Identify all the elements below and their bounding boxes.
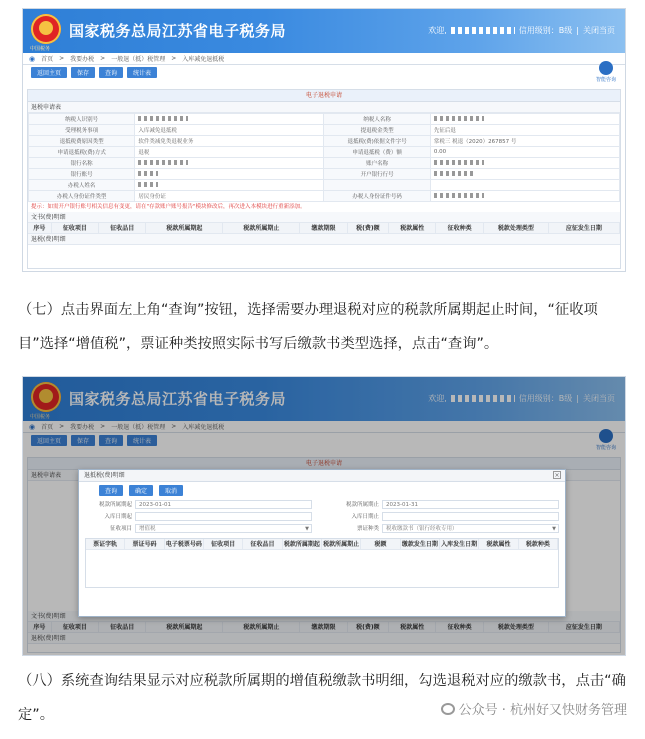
panel-title: 电子退税申请	[28, 458, 620, 470]
dialog-confirm-button[interactable]: 确定	[129, 485, 153, 496]
breadcrumb-item[interactable]: 我要办税	[70, 56, 95, 63]
result-grid-header	[86, 539, 558, 550]
section-header: 文书(费)明细	[28, 212, 620, 223]
instruction-step-8: （八）系统查询结果显示对应税款所属期的增值税缴款书明细，勾选退税对应的缴款书，点击“确定”。	[18, 673, 626, 723]
bank-account-field	[135, 169, 324, 180]
user-bar: 欢迎, 信用级别：B级 | 关闭当页	[428, 394, 615, 403]
query-form	[85, 498, 559, 534]
field-label: 账户名称	[324, 158, 430, 169]
query-button[interactable]: 查询	[99, 435, 123, 446]
field-label: 申请退抵税(费)方式	[29, 147, 135, 158]
section-header: 退税申请表	[28, 470, 620, 481]
column-header: 税款处理类型	[484, 223, 549, 233]
column-header: 税款属性	[389, 223, 436, 233]
levy-item-select[interactable]	[135, 524, 312, 533]
toolbar	[23, 65, 625, 79]
field-label: 入库日期起	[104, 514, 132, 520]
column-header: 税款所属期起	[146, 223, 223, 233]
statistics-button[interactable]: 统计表	[127, 67, 157, 78]
column-header: 征收项目	[204, 539, 243, 549]
column-header: 序号	[28, 622, 52, 632]
section-header: 退税(费)明细	[28, 633, 620, 644]
storage-date-start-input[interactable]	[135, 512, 312, 521]
column-header: 税(费)额	[348, 223, 389, 233]
column-header: 征收品目	[99, 622, 146, 632]
column-header: 税款属性	[479, 539, 518, 549]
breadcrumb-item[interactable]: 一般退（抵）税管理	[111, 56, 166, 63]
refund-amount-field[interactable]: 0.00	[430, 147, 619, 158]
close-page-link[interactable]: 关闭当页	[583, 26, 615, 35]
period-end-input[interactable]: 2023-01-31	[382, 500, 559, 509]
masked-username	[451, 27, 515, 34]
screenshot-query-dialog	[22, 376, 626, 656]
id-type-select[interactable]: 居民身份证	[135, 191, 324, 202]
column-header: 税款所属期起	[283, 539, 322, 549]
field-label: 开户银行行号	[324, 169, 430, 180]
levy-item-value: 增值税	[139, 525, 156, 532]
period-start-input[interactable]: 2023-01-01	[135, 500, 312, 509]
dialog-query-button[interactable]: 查询	[99, 485, 123, 496]
column-header: 征收种类	[436, 223, 483, 233]
column-header: 应征发生日期	[549, 622, 620, 632]
site-title: 国家税务总局江苏省电子税务局	[69, 390, 287, 408]
welcome-text: 欢迎,	[428, 394, 447, 403]
breadcrumb-item[interactable]: 首页	[41, 424, 54, 431]
section-header: 退税申请表	[28, 102, 620, 113]
dialog-toolbar	[79, 482, 565, 498]
column-header: 征收品目	[99, 223, 146, 233]
column-header: 入库发生日期	[440, 539, 479, 549]
column-header: 电子税票号码	[165, 539, 204, 549]
dialog-title	[79, 470, 565, 482]
column-header: 税款属性	[389, 622, 436, 632]
field-label: 退抵税(费)依据文件字号	[324, 136, 430, 147]
column-header: 缴款期限	[300, 223, 347, 233]
back-home-button[interactable]: 返回主页	[31, 67, 67, 78]
result-grid	[85, 538, 559, 588]
dialog-title-text: 退抵税(费)明细	[84, 472, 125, 479]
field-label: 退抵税费原因类型	[29, 136, 135, 147]
breadcrumb-item: 入库减免退抵税	[182, 56, 225, 63]
chevron-down-icon: ▼	[305, 525, 309, 532]
field-label: 提退税金类型	[324, 125, 430, 136]
column-header: 序号	[28, 223, 52, 233]
back-home-button[interactable]: 返回主页	[31, 435, 67, 446]
field-label: 纳税人识别号	[29, 114, 135, 125]
welcome-text: 欢迎,	[428, 26, 447, 35]
agent-name-field[interactable]	[135, 180, 324, 191]
watermark	[441, 699, 627, 718]
voucher-type-select[interactable]	[382, 524, 559, 533]
user-bar: 欢迎, 信用级别：B级 | 关闭当页	[428, 26, 615, 35]
column-header: 税款所属期止	[322, 539, 361, 549]
field-label: 受理税务事项	[29, 125, 135, 136]
column-header: 票证字轨	[86, 539, 125, 549]
column-header: 征收种类	[436, 622, 483, 632]
site-title: 国家税务总局江苏省电子税务局	[69, 22, 287, 40]
section-header: 退税(费)明细	[28, 234, 620, 245]
matter-select[interactable]: 入库减免退抵税	[135, 125, 324, 136]
field-label: 纳税人名称	[324, 114, 430, 125]
field-label: 办税人姓名	[29, 180, 135, 191]
field-label: 办税人身份证件号码	[324, 191, 430, 202]
site-banner	[23, 9, 625, 53]
reason-select[interactable]: 软件类减免类退税业务	[135, 136, 324, 147]
voucher-type-value: 税收缴款书（银行经收专用）	[386, 525, 458, 532]
refund-panel	[27, 89, 621, 269]
breadcrumb-item[interactable]: 一般退（抵）税管理	[111, 424, 166, 431]
query-button[interactable]: 查询	[99, 67, 123, 78]
statistics-button[interactable]: 统计表	[127, 435, 157, 446]
bank-code-field	[430, 169, 619, 180]
field-label: 征收项目	[109, 526, 132, 532]
breadcrumb: ◉ 首页 > 我要办税 > 一般退（抵）税管理 > 入库减免退抵税	[23, 53, 625, 65]
field-label: 票证种类	[356, 526, 379, 532]
screenshot-refund-application	[22, 8, 626, 272]
breadcrumb-item[interactable]: 首页	[41, 56, 54, 63]
logo-subtitle: 中国税务	[30, 414, 51, 420]
credit-level: 信用级别：B级	[518, 394, 573, 403]
column-header: 应征发生日期	[549, 223, 620, 233]
field-label: 入库日期止	[351, 514, 379, 520]
field-label: 税款所属期止	[345, 502, 379, 508]
column-header: 税款所属期起	[146, 622, 223, 632]
smart-consult[interactable]	[591, 61, 621, 83]
close-page-link[interactable]: 关闭当页	[583, 394, 615, 403]
chevron-down-icon: ▼	[552, 525, 556, 532]
id-number-field[interactable]	[430, 191, 619, 202]
watermark-text: 公众号 · 杭州好又快财务管理	[458, 703, 627, 718]
logo-subtitle: 中国税务	[30, 46, 51, 52]
account-name-field	[430, 158, 619, 169]
wechat-icon	[441, 703, 455, 715]
chat-robot-icon	[599, 61, 613, 75]
column-header: 税(费)额	[348, 622, 389, 632]
query-dialog	[78, 469, 566, 617]
column-header: 征收项目	[52, 622, 99, 632]
column-header: 税款所属期止	[223, 622, 300, 632]
breadcrumb: ◉ 首页 > 我要办税 > 一般退（抵）税管理 > 入库减免退抵税	[23, 421, 625, 433]
breadcrumb-item: 入库减免退抵税	[182, 424, 225, 431]
bank-name-select[interactable]	[135, 158, 324, 169]
column-header: 缴款发生日期	[401, 539, 440, 549]
column-header: 缴款期限	[300, 622, 347, 632]
breadcrumb-item[interactable]: 我要办税	[70, 424, 95, 431]
taxpayer-name-field	[430, 114, 619, 125]
close-icon[interactable]: ×	[554, 472, 560, 479]
document-number-select[interactable]: 常税三 税退（2020）267857 号	[430, 136, 619, 147]
location-pin-icon: ◉	[29, 54, 36, 63]
column-header: 税款处理类型	[484, 622, 549, 632]
detail-table-header	[28, 223, 620, 234]
smart-consult-label: 智能咨询	[595, 445, 616, 451]
field-label: 税款所属期起	[98, 502, 132, 508]
column-header: 税额	[361, 539, 400, 549]
notice-text: 提示：如需开户银行账号相关信息有变更，请在"存款账户账号报告"模块修改后，再次进入本模块进行重新添加。	[31, 204, 306, 210]
tax-emblem-icon	[31, 14, 61, 44]
field-label: 银行账号	[29, 169, 135, 180]
storage-date-end-input[interactable]	[382, 512, 559, 521]
section-header: 文书(费)明细	[28, 611, 620, 622]
field-label: 申请退抵税（费）额	[324, 147, 430, 158]
column-header: 税款种类	[519, 539, 558, 549]
panel-title: 电子退税申请	[28, 90, 620, 102]
taxpayer-id-field	[135, 114, 324, 125]
column-header: 票证号码	[125, 539, 164, 549]
refund-method-select[interactable]: 退税	[135, 147, 324, 158]
save-button[interactable]: 保存	[71, 435, 95, 446]
column-header: 税款所属期止	[223, 223, 300, 233]
refund-type-select[interactable]: 先征后退	[430, 125, 619, 136]
field-label: 办税人身份证件类型	[29, 191, 135, 202]
instruction-step-7: （七）点击界面左上角“查询”按钮，选择需要办理退税对应的税款所属期起止时间，“征收项目”选择“增值税”，票证种类按照实际书写后缴款书类型选择，点击“查询”。	[18, 302, 598, 352]
application-form	[28, 113, 620, 202]
field-label: 银行名称	[29, 158, 135, 169]
column-header: 征收品目	[243, 539, 282, 549]
smart-consult-label: 智能咨询	[595, 77, 616, 83]
location-pin-icon: ◉	[29, 422, 36, 431]
column-header: 征收项目	[52, 223, 99, 233]
save-button[interactable]: 保存	[71, 67, 95, 78]
credit-level: 信用级别：B级	[518, 26, 573, 35]
dialog-cancel-button[interactable]: 取消	[159, 485, 183, 496]
